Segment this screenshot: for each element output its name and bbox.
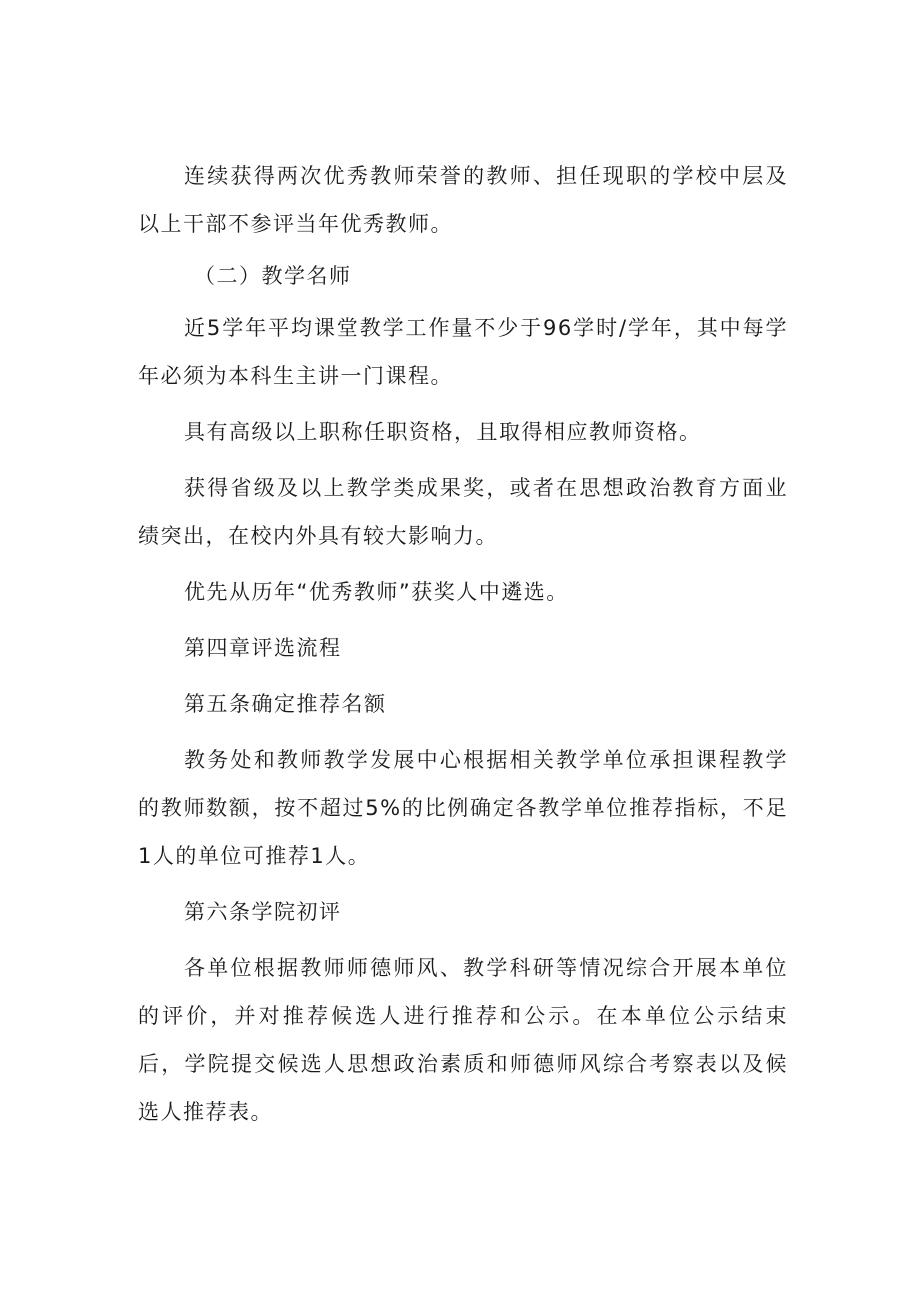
paragraph-title-qualification: 具有高级以上职称任职资格，且取得相应教师资格。 [184, 420, 702, 444]
document-body [138, 152, 788, 1136]
paragraph-college-review: 各单位根据教师师德师风、教学科研等情况综合开展本单位的评价，并对推荐候选人进行推荐和公示。在本单位公示结束后，学院提交候选人思想政治素质和师德师风综合考察表以及候选人推荐表。 [138, 956, 788, 1124]
article-heading-quota: 第五条确定推荐名额 [184, 692, 387, 716]
paragraph-quota-rules: 教务处和教师教学发展中心根据相关教学单位承担课程教学的教师数额，按不超过5%的比例确定各教学单位推荐指标，不足1人的单位可推荐1人。 [138, 748, 788, 868]
section-heading-teaching-master: （二）教学名师 [194, 264, 352, 288]
article-heading-college-review: 第六条学院初评 [184, 900, 342, 924]
paragraph-teaching-workload: 近5学年平均课堂教学工作量不少于96学时/学年，其中每学年必须为本科生主讲一门课程。 [138, 316, 788, 388]
paragraph-priority-selection: 优先从历年“优秀教师”获奖人中遴选。 [184, 580, 569, 604]
paragraph-achievement-award: 获得省级及以上教学类成果奖，或者在思想政治教育方面业绩突出，在校内外具有较大影响力。 [138, 476, 788, 548]
chapter-heading-selection-process: 第四章评选流程 [184, 636, 342, 660]
paragraph-excellent-teacher-exclusion: 连续获得两次优秀教师荣誉的教师、担任现职的学校中层及以上干部不参评当年优秀教师。 [138, 164, 788, 236]
